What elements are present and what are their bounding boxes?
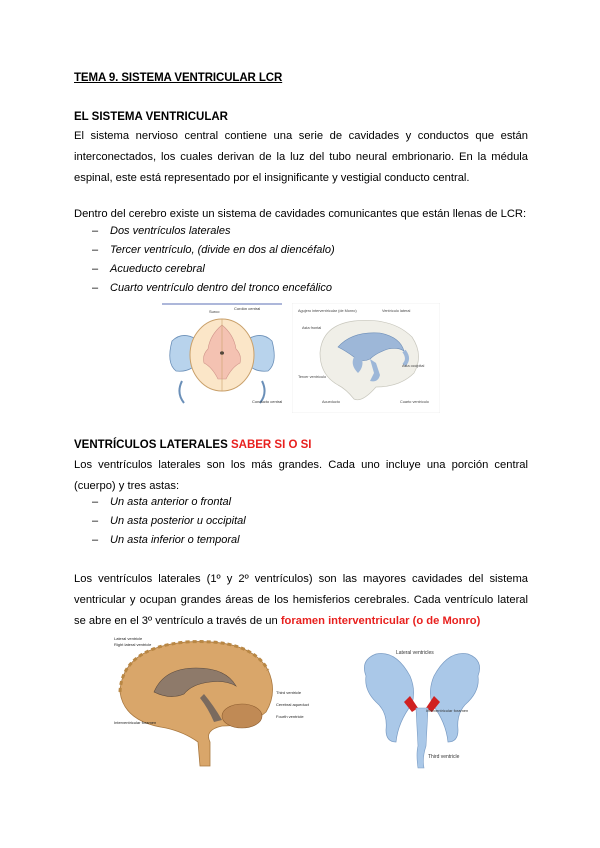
brain-sagittal-section-figure (114, 634, 332, 774)
section-heading-sistema-ventricular: EL SISTEMA VENTRICULAR (74, 111, 228, 123)
page-title: TEMA 9. SISTEMA VENTRICULAR LCR (74, 72, 283, 84)
list-item: – Acueducto cerebral (92, 263, 205, 275)
figure-label: Acueducto (322, 400, 340, 404)
figure-label: Third ventricle (276, 690, 302, 695)
list-item: – Dos ventrículos laterales (92, 225, 231, 237)
paragraph-monro: Los ventrículos laterales (1º y 2º ventrículos) son las mayores cavidades del sistema ventricular y ocupan grandes áreas de los hemisferios cerebrales. Cada ventrículo lateral se abre en el 3º ventrículo a través de un foramen interventricular (o de Monro) (74, 573, 528, 627)
figure-label: Lateral ventricle (114, 636, 143, 641)
list-item: – Un asta inferior o temporal (92, 534, 240, 546)
paragraph-ventriculos: Los ventrículos laterales son los más grandes. Cada uno incluye una porción central (cuerpo) y tres astas: (74, 459, 528, 492)
figure-label: Lateral ventricles (396, 650, 434, 656)
figure-label: Cuarto ventrículo (400, 400, 429, 404)
figure-label: Asta occipital (402, 364, 425, 368)
list-item: – Cuarto ventrículo dentro del tronco encefálico (92, 282, 332, 294)
list-item: – Un asta anterior o frontal (92, 496, 232, 508)
section-heading-ventriculos-laterales: VENTRÍCULOS LATERALES SABER SI O SI (74, 439, 312, 451)
figure-label: Cordón central (234, 306, 261, 311)
foramen-highlight: foramen interventricular (o de Monro) (280, 615, 481, 627)
paragraph-cavidades: Dentro del cerebro existe un sistema de cavidades comunicantes que están llenas de LCR: (74, 208, 527, 220)
ventricular-system-brain-figure (292, 303, 440, 413)
figure-label: Interventricular foramen (426, 708, 469, 713)
paragraph-intro: El sistema nervioso central contiene una serie de cavidades y conductos que están interconectados, los cuales derivan de la luz del tubo neural embrionario. En la médula espinal, este está representado por el insignificante y vestigial conducto central. (74, 130, 528, 184)
figure-label: Cerebral aqueduct (276, 702, 309, 707)
spinal-cord-cross-section-figure (162, 303, 282, 408)
figure-label: Tercer ventrículo (298, 375, 327, 379)
figure-label: Asta frontal (302, 326, 322, 330)
figure-label: Interventricular foramen (114, 720, 157, 725)
ventricle-list (92, 222, 335, 298)
lateral-ventricles-frontal-figure (356, 646, 488, 774)
figure-label: Surco (209, 309, 220, 314)
figure-label: Right lateral ventricle (114, 642, 152, 647)
highlight-badge: SABER SI O SI (230, 439, 312, 451)
figure-label: Ventrículo lateral (382, 309, 411, 313)
figure-label: Fourth ventricle (276, 714, 304, 719)
list-item: – Un asta posterior u occipital (92, 515, 246, 527)
figure-label: Third ventricle (428, 754, 460, 760)
list-item: – Tercer ventrículo, (divide en dos al diencéfalo) (92, 244, 335, 256)
asta-list (92, 493, 246, 550)
figure-label: Agujero interventricular (de Monro) (298, 309, 357, 313)
figure-label: Conducto central (252, 399, 282, 404)
